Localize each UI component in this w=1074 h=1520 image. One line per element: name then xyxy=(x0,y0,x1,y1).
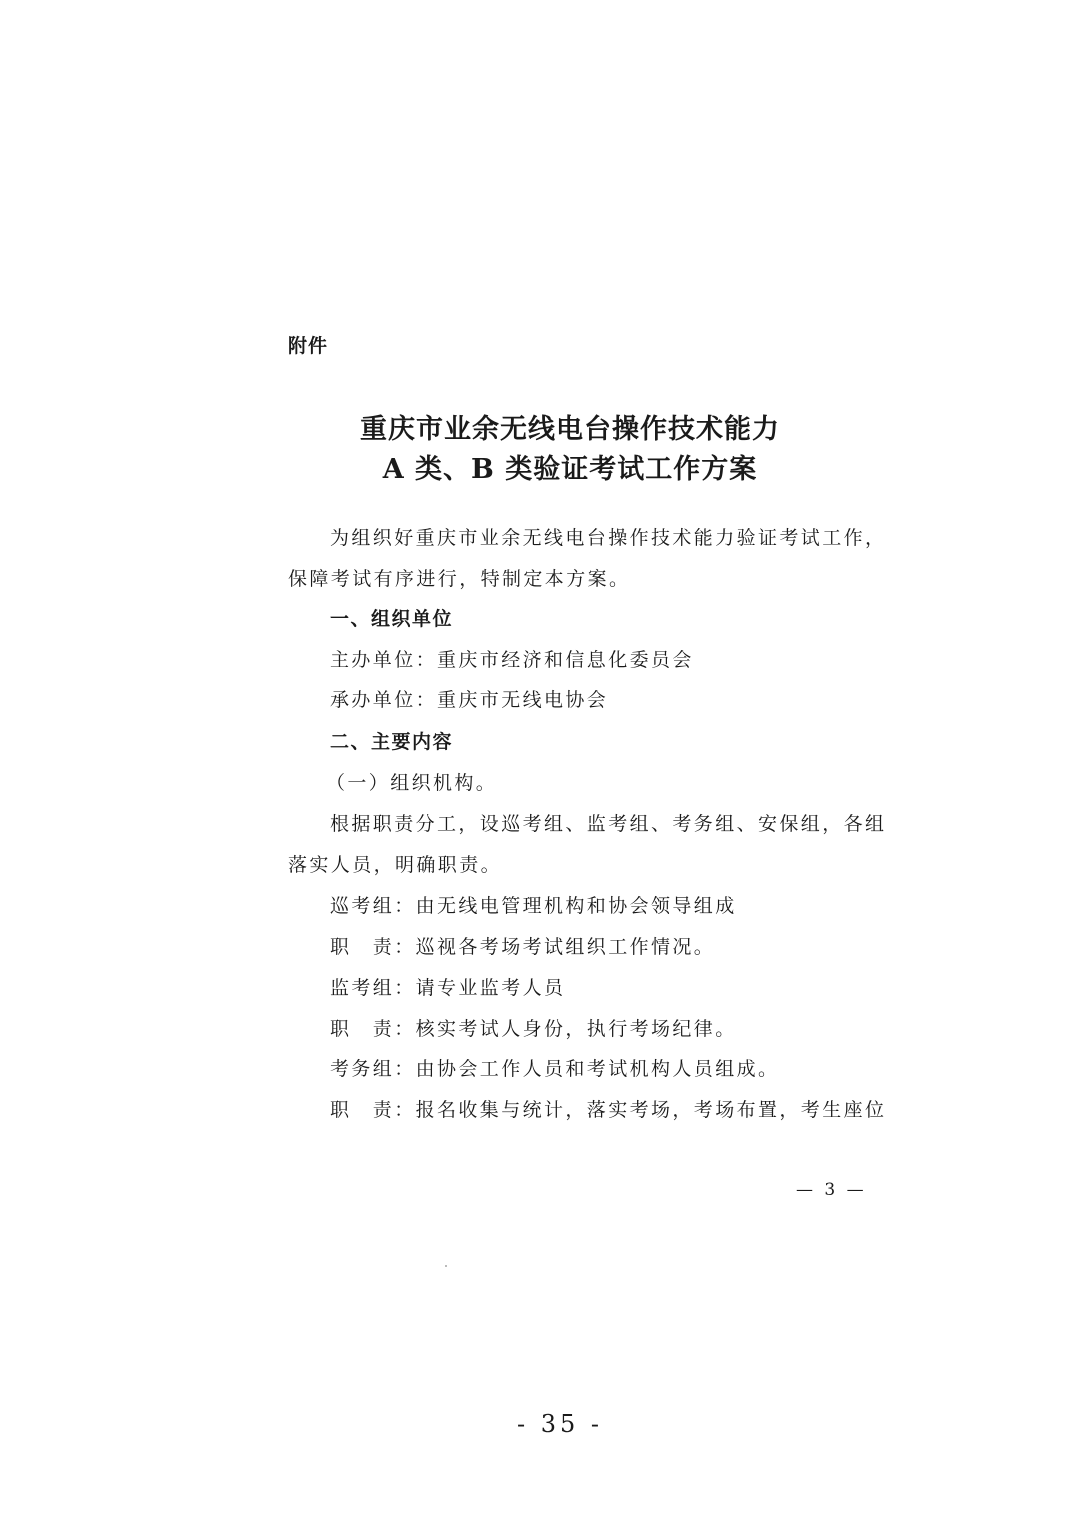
attachment-label: 附件 xyxy=(288,335,329,357)
affairs-group-line: 考务组：由协会工作人员和考试机构人员组成。 xyxy=(330,1058,780,1080)
inner-page-number: — 3 — xyxy=(796,1180,867,1200)
scan-speck xyxy=(445,1265,447,1267)
patrol-duty-line: 职 责：巡视各考场考试组织工作情况。 xyxy=(330,936,716,958)
division-paragraph-line-1: 根据职责分工，设巡考组、监考组、考务组、安保组，各组 xyxy=(330,813,887,835)
section-heading-main-content: 二、主要内容 xyxy=(330,731,454,753)
document-title-line-1: 重庆市业余无线电台操作技术能力 xyxy=(360,414,780,445)
host-unit-line: 主办单位：重庆市经济和信息化委员会 xyxy=(330,649,694,671)
section-heading-organizers: 一、组织单位 xyxy=(330,608,454,630)
patrol-group-line: 巡考组：由无线电管理机构和协会领导组成 xyxy=(330,895,737,917)
intro-paragraph-line-2: 保障考试有序进行，特制定本方案。 xyxy=(288,568,631,590)
proctor-duty-line: 职 责：核实考试人身份，执行考场纪律。 xyxy=(330,1018,737,1040)
document-title-line-2: A 类、B 类验证考试工作方案 xyxy=(382,454,758,485)
division-paragraph-line-2: 落实人员，明确职责。 xyxy=(288,854,503,876)
outer-page-number: - 35 - xyxy=(516,1410,603,1438)
affairs-duty-line: 职 责：报名收集与统计，落实考场，考场布置，考生座位 xyxy=(330,1099,887,1121)
intro-paragraph-line-1: 为组织好重庆市业余无线电台操作技术能力验证考试工作， xyxy=(330,527,887,549)
subsection-heading-organization: （一）组织机构。 xyxy=(326,772,498,794)
proctor-group-line: 监考组：请专业监考人员 xyxy=(330,977,566,999)
organizer-unit-line: 承办单位：重庆市无线电协会 xyxy=(330,689,609,711)
